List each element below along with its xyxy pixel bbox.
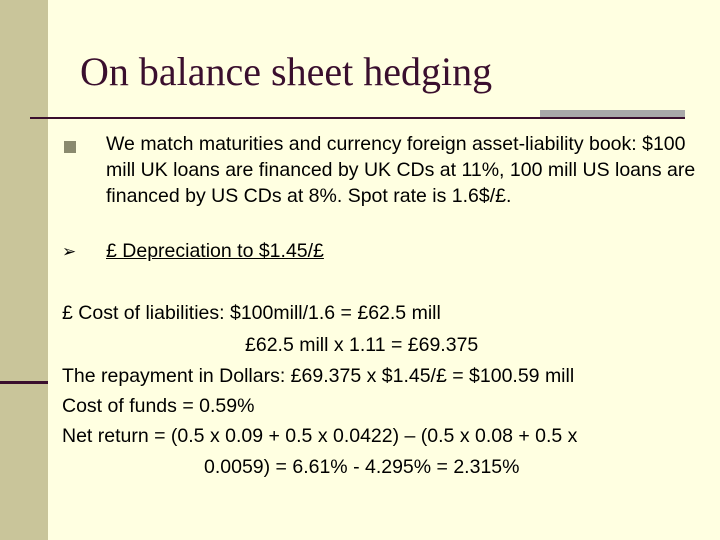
line-cost-of-liabilities: £ Cost of liabilities: $100mill/1.6 = £62.5 mill [62,302,441,324]
line-cost-calculation: £62.5 mill x 1.11 = £69.375 [245,334,479,356]
arrow-bullet-icon: ➢ [62,242,77,261]
left-decorative-bar [0,0,48,540]
title-accent-bar [540,110,685,117]
bullet-text-2: £ Depreciation to $1.45/£ [106,240,324,262]
title-divider [30,117,685,119]
line-cost-of-funds: Cost of funds = 0.59% [62,395,255,417]
slide-title: On balance sheet hedging [80,49,493,94]
bullet-text-1: We match maturities and currency foreign asset-liability book: $100 mill UK loans are financed by UK CDs at 11%, 100 mill US loans are financed by US CDs at 8%. Spot rate is 1.6$/£. [106,133,696,207]
line-net-return-continued: 0.0059) = 6.61% - 4.295% = 2.315% [204,456,520,478]
left-bar-rule [0,381,48,384]
line-repayment: The repayment in Dollars: £69.375 x $1.45/£ = $100.59 mill [62,365,575,387]
square-bullet-icon [64,141,76,153]
line-net-return: Net return = (0.5 x 0.09 + 0.5 x 0.0422) – (0.5 x 0.08 + 0.5 x [62,425,578,447]
